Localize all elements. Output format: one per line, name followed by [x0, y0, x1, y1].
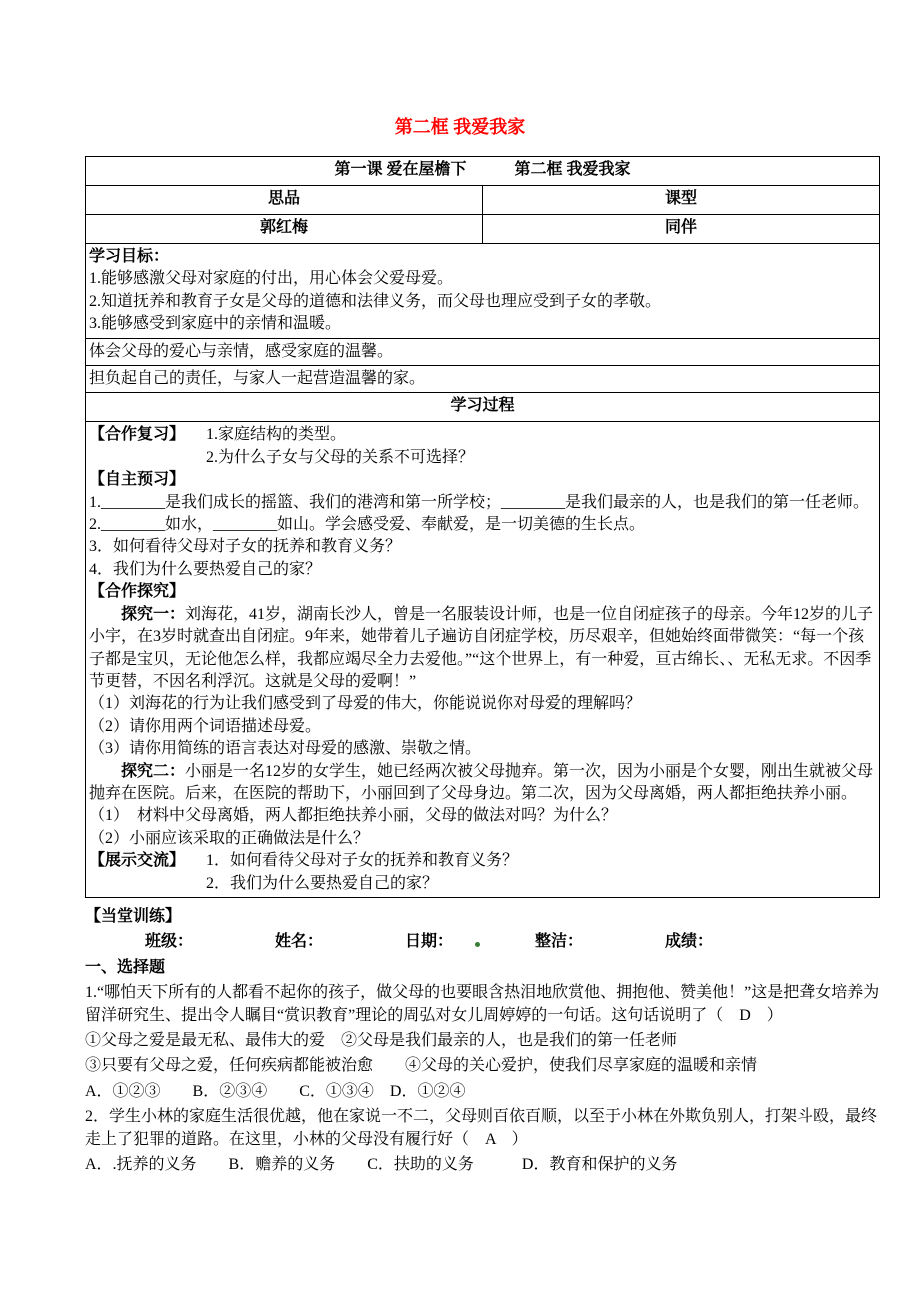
case1-paragraph: [89, 604, 876, 694]
case1-question: （2）请你用两个词语描述母爱。: [89, 717, 322, 735]
q2-stem: 2．学生小林的家庭生活很优越，他在家说一不二，父母则百依百顺，以至于小林在外欺负别人，打架斗殴，最终走上了犯罪的道路。在这里，小林的父母没有履行好（ A ）: [85, 1108, 878, 1148]
goal-item: 1.能够感激父母对家庭的付出，用心体会父爱母爱。: [89, 270, 454, 288]
neatness-label: 整洁：: [535, 933, 584, 951]
table-row: [86, 393, 880, 422]
review-label: 【合作复习】: [89, 426, 186, 444]
q1-stem: 1.“哪怕天下所有的人都看不起你的孩子，做父母的也要眼含热泪地欣赏他、拥抱他、赞美他！”这是把聋女培养为留洋研究生、提出令人瞩目“赏识教育”理论的周弘对女儿周婷婷的一句话。这句话说明了（ D ）: [85, 984, 880, 1024]
case2-question: （1） 材料中父母离婚，两人都拒绝扶养小丽，父母的做法对吗？为什么？: [89, 807, 618, 825]
table-row: [86, 157, 880, 186]
emotion-goal-cell: [86, 338, 880, 365]
goal-item: 2.知道抚养和教育子女是父母的道德和法律义务，而父母也理应受到子女的孝敬。: [89, 292, 662, 310]
q2-answers-line: A．.抚养的义务 B．赡养的义务 C．扶助的义务 D．教育和保护的义务: [85, 1156, 678, 1174]
case1-text: 刘海花，41岁，湖南长沙人，曾是一名服装设计师，也是一位自闭症孩子的母亲。今年12岁的儿子小宇，在3岁时就查出自闭症。9年来，她带着儿子遍访自闭症学校，历尽艰辛，但她始终面带微笑：“每一个孩子都是宝贝，无论他怎么样，我都应竭尽全力去爱他。”“这个世界上，有一种爱，亘古绵长、、无私无求。不因季节更替，不因名利浮沉。这就是父母的爱啊！”: [89, 605, 874, 690]
preview-item: 2.________如水，________如山。学会感受爱、奉献爱，是一切美德的生长点。: [89, 516, 646, 534]
table-row: [86, 366, 880, 393]
content-cell: [86, 422, 880, 898]
table-row: [86, 186, 880, 215]
q1-options-line: ③只要有父母之爱，任何疾病都能被治愈 ④父母的关心爱护，使我们尽享家庭的温暖和亲情: [85, 1057, 758, 1075]
teacher-cell: 郭红梅: [86, 215, 483, 244]
review-line: [89, 424, 876, 446]
review-item: 1.家庭结构的类型。: [206, 426, 347, 444]
section-heading: 一、选择题: [85, 958, 166, 976]
partner-cell: 同伴: [483, 215, 880, 244]
goals-heading: 学习目标：: [89, 248, 170, 265]
date-label: 日期：: [405, 933, 454, 951]
duty-goal-cell: [86, 366, 880, 393]
share-line: [89, 850, 876, 872]
case1-question: （3）请你用简练的语言表达对母爱的感激、崇敬之情。: [89, 740, 482, 758]
share-item: 2．我们为什么要热爱自己的家？: [206, 874, 439, 892]
info-row: [85, 931, 880, 953]
course-type-cell: 课型: [483, 186, 880, 215]
case1-question: （1）刘海花的行为让我们感受到了母爱的伟大，你能说说你对母爱的理解吗？: [89, 695, 642, 713]
subject-cell: 思品: [86, 186, 483, 215]
lesson-table: [85, 156, 880, 898]
share-label: 【展示交流】: [89, 852, 186, 870]
share-item: 1．如何看待父母对子女的抚养和教育义务？: [206, 852, 519, 870]
preview-item: 4．我们为什么要热爱自己的家？: [89, 560, 322, 578]
goal-item: 3.能够感受到家庭中的亲情和温暖。: [89, 315, 342, 333]
table-row: [86, 244, 880, 339]
emotion-goal-text: 体会父母的爱心与亲情，感受家庭的温馨。: [89, 342, 394, 360]
duty-goal-text: 担负起自己的责任，与家人一起营造温馨的家。: [89, 370, 426, 388]
case2-label: 探究二：: [121, 762, 186, 780]
score-label: 成绩：: [665, 933, 714, 951]
case2-question: （2）小丽应该采取的正确做法是什么？: [89, 829, 370, 847]
preview-item: 1.________是我们成长的摇篮、我们的港湾和第一所学校；________是我们最亲的人，也是我们的第一任老师。: [89, 493, 870, 511]
name-label: 姓名：: [275, 933, 324, 951]
process-heading-cell: 学习过程: [86, 393, 880, 422]
review-item: 2.为什么子女与父母的关系不可选择？: [206, 448, 475, 466]
table-row: [86, 338, 880, 365]
case2-text: 小丽是一名12岁的女学生，她已经两次被父母抛弃。第一次，因为小丽是个女婴，刚出生就被父母抛弃在医院。后来，在医院的帮助下，小丽回到了父母身边。第二次，因为父母离婚，两人都拒绝扶养小丽。: [89, 762, 874, 802]
page-title: 第二框 我爱我家: [394, 117, 526, 137]
training-label: 【当堂训练】: [85, 907, 182, 925]
preview-label: 【自主预习】: [89, 471, 186, 489]
table-row: [86, 215, 880, 244]
table-row: [86, 422, 880, 898]
explore-label: 【合作探究】: [89, 583, 186, 601]
case2-paragraph: [89, 761, 876, 806]
lesson-header: 第一课 爱在屋檐下 第二框 我爱我家: [86, 157, 880, 186]
class-label: 班级：: [145, 933, 194, 951]
training-section: [85, 906, 880, 1176]
q1-options-line: ①父母之爱是最无私、最伟大的爱 ②父母是我们最亲的人，也是我们的第一任老师: [85, 1032, 678, 1049]
q1-answers-line: A．①②③ B．②③④ C．①③④ D．①②④: [85, 1082, 466, 1100]
goals-cell: [86, 244, 880, 339]
preview-item: 3．如何看待父母对子女的抚养和教育义务？: [89, 538, 402, 556]
case1-label: 探究一：: [121, 605, 186, 623]
